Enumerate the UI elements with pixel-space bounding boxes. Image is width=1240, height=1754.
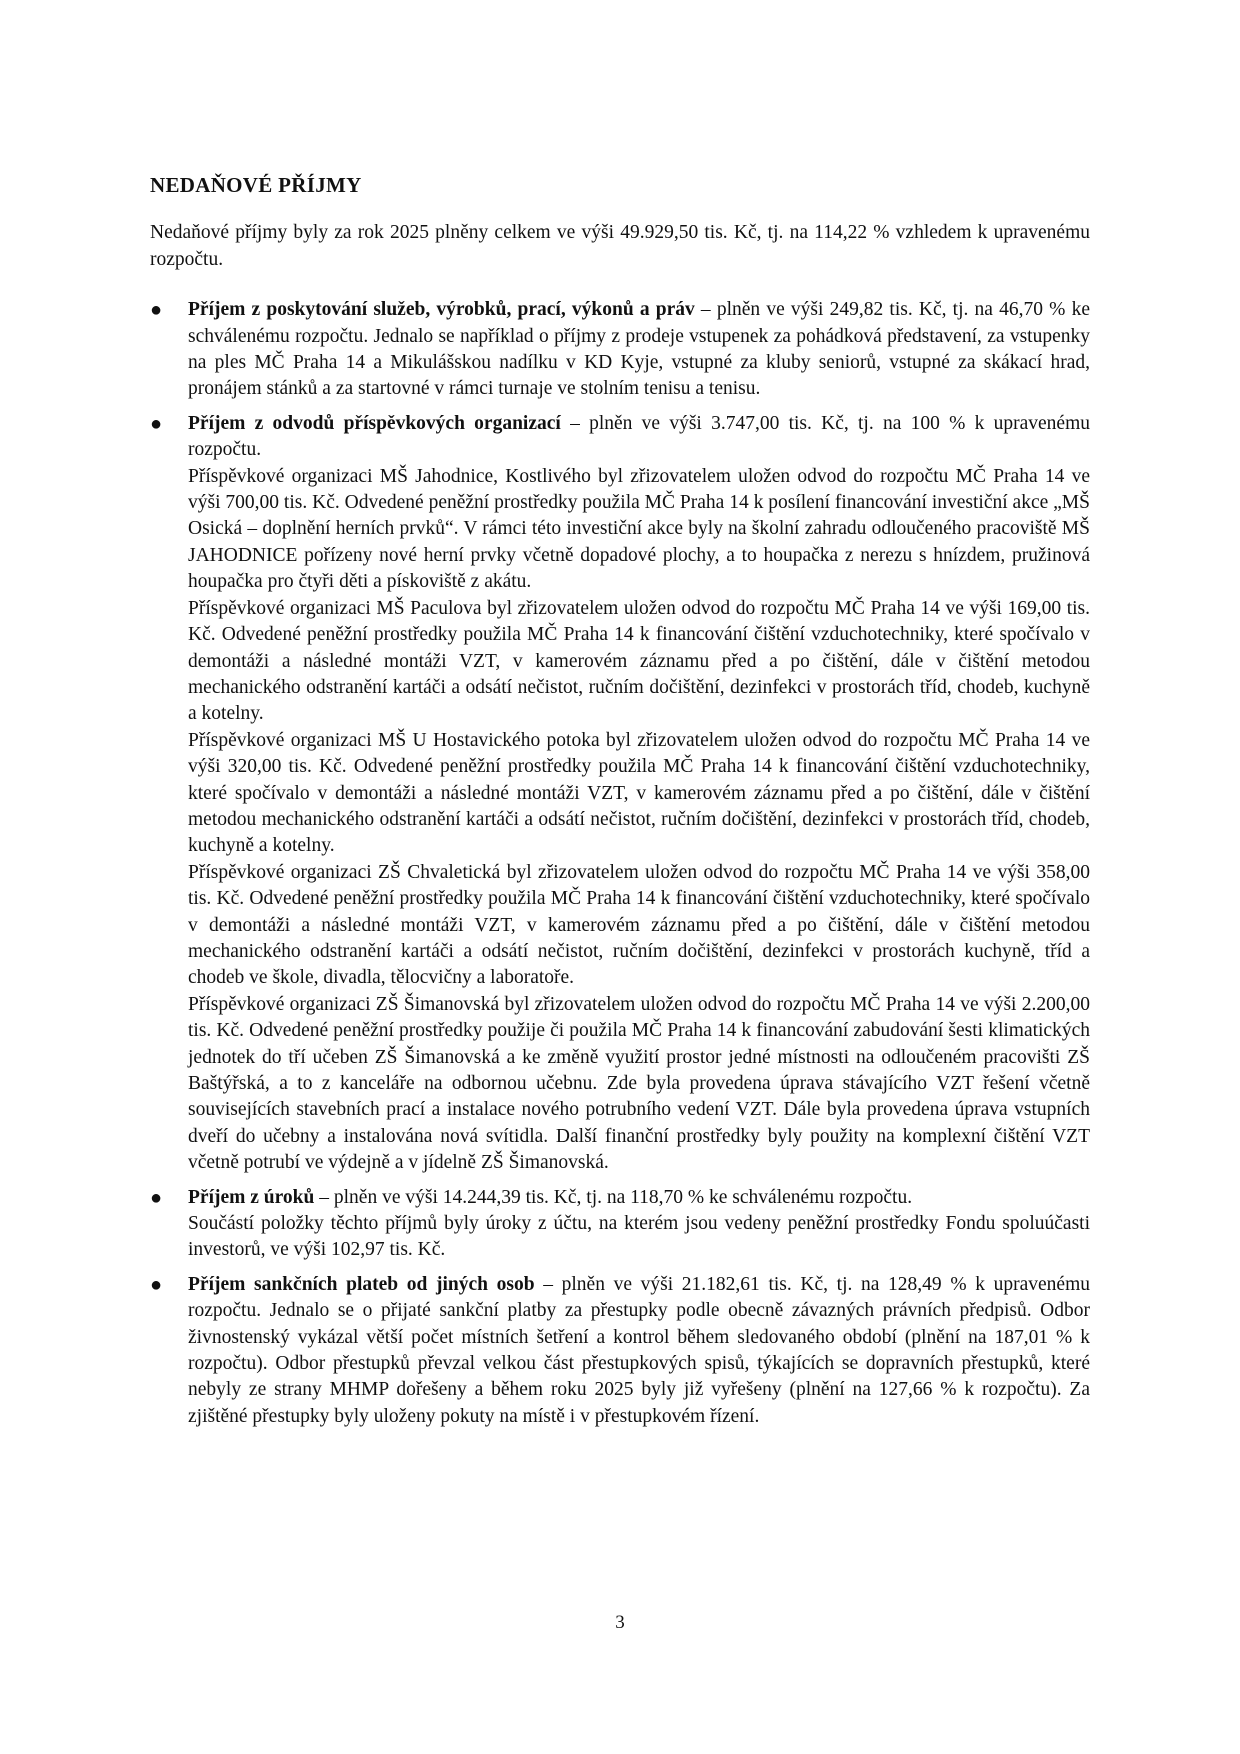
item-paragraph: Příspěvkové organizaci ZŠ Šimanovská byl zřizovatelem uložen odvod do rozpočtu MČ Praha 14 ve výši 2.200,00 tis. Kč. Odvedené peněžní prostředky použije či použila MČ Praha 14 k financování zabudování šesti klimatických jednotek do tří učeben ZŠ Šimanovská a ke změně využití prostor jedné místnosti na odloučeném pracovišti ZŠ Baštýřská, a to z kanceláře na odbornou učebnu. Zde byla provedena úprava stávajícího VZT řešení včetně souvisejících stavebních prací a instalace nového potrubního vedení VZT. Dále byla provedena úprava vstupních dveří do učebny a instalována nová svítidla. Další finanční prostředky byly použity na komplexní čištění VZT včetně potrubí ve výdejně a v jídelně ZŠ Šimanovská. bbox=[188, 993, 1090, 1174]
item-lead-paragraph bbox=[188, 411, 1090, 464]
item-paragraph: Součástí položky těchto příjmů byly úroky z účtu, na kterém jsou vedeny peněžní prostředky Fondu spoluúčasti investorů, ve výši 102,97 tis. Kč. bbox=[188, 1213, 1090, 1261]
bullet-icon: ● bbox=[150, 412, 163, 435]
item-title: Příjem sankčních plateb od jiných osob bbox=[188, 1273, 535, 1295]
item-paragraph: Příspěvkové organizaci ZŠ Chvaletická byl zřizovatelem uložen odvod do rozpočtu MČ Praha 14 ve výši 358,00 tis. Kč. Odvedené peněžní prostředky použila MČ Praha 14 k financování čištění vzduchotechniky, které spočívalo v demontáži a následné montáži VZT, v kamerovém záznamu před a po čištění, dále v čištění metodou mechanického odstranění kartáči a odsátí nečistot, ručním dočištění, dezinfekci v prostorách kuchyně, tříd a chodeb ve škole, divadla, tělocvičny a laboratoře. bbox=[188, 861, 1090, 989]
item-lead-text: – plněn ve výši 14.244,39 tis. Kč, tj. na 118,70 % ke schválenému rozpočtu. bbox=[314, 1186, 913, 1208]
item-lead-text: – plněn ve výši 21.182,61 tis. Kč, tj. na 128,49 % k upravenému rozpočtu. Jednalo se o přijaté sankční platby za přestupky podle obecně závazných právních předpisů. Odbor živnostenský vykázal větší počet místních šetření a kontrol během sledovaného období (plnění na 187,01 % k rozpočtu). Odbor přestupků převzal velkou část přestupkových spisů, týkajících se dopravních přestupků, které nebyly ze strany MHMP dořešeny a během roku 2025 byly již vyřešeny (plnění na 127,66 % k rozpočtu). Za zjištěné přestupky byly uloženy pokuty na místě i v přestupkovém řízení. bbox=[188, 1273, 1090, 1427]
item-lead-paragraph bbox=[188, 297, 1090, 403]
item-paragraph: Příspěvkové organizaci MŠ U Hostavického potoka byl zřizovatelem uložen odvod do rozpočtu MČ Praha 14 ve výši 320,00 tis. Kč. Odvedené peněžní prostředky použila MČ Praha 14 k financování čištění vzduchotechniky, které spočívalo v demontáži a následné montáži VZT, v kamerovém záznamu před a po čištění, dále v čištění metodou mechanického odstranění kartáči a odsátí nečistot, ručním dočištění, dezinfekci v prostorách tříd, chodeb, kuchyně a kotelny. bbox=[188, 729, 1090, 857]
item-paragraph: Příspěvkové organizaci MŠ Paculova byl zřizovatelem uložen odvod do rozpočtu MČ Praha 14 ve výši 169,00 tis. Kč. Odvedené peněžní prostředky použila MČ Praha 14 k financování čištění vzduchotechniky, které spočívalo v demontáži a následné montáži VZT, v kamerovém záznamu před a po čištění, dále v čištění metodou mechanického odstranění kartáči a odsátí nečistot, ručním dočištění, dezinfekci v prostorách tříd, chodeb, kuchyně a kotelny. bbox=[188, 597, 1090, 725]
page-number: 3 bbox=[615, 1612, 625, 1633]
intro-paragraph: Nedaňové příjmy byly za rok 2025 plněny celkem ve výši 49.929,50 tis. Kč, tj. na 114,22 % vzhledem k upravenému rozpočtu. bbox=[150, 222, 1090, 270]
section-heading: NEDAŇOVÉ PŘÍJMY bbox=[150, 173, 362, 197]
list-item-interest bbox=[150, 1185, 1090, 1264]
item-title: Příjem z odvodů příspěvkových organizací bbox=[188, 412, 561, 434]
item-paragraph: Příspěvkové organizaci MŠ Jahodnice, Kostlivého byl zřizovatelem uložen odvod do rozpočtu MČ Praha 14 ve výši 700,00 tis. Kč. Odvedené peněžní prostředky použila MČ Praha 14 k posílení financování investiční akce „MŠ Osická – doplnění herních prvků“. V rámci této investiční akce byly na školní zahradu odloučeného pracoviště MŠ JAHODNICE pořízeny nové herní prvky včetně dopadové plochy, a to houpačka z nerezu s hnízdem, pružinová houpačka pro čtyři děti a pískoviště z akátu. bbox=[188, 465, 1090, 593]
item-lead-paragraph bbox=[188, 1272, 1090, 1430]
item-lead-text: – plněn ve výši 3.747,00 tis. Kč, tj. na 100 % k upravenému rozpočtu. bbox=[188, 412, 1090, 461]
list-item-contributions bbox=[150, 411, 1090, 1177]
item-lead-text: – plněn ve výši 249,82 tis. Kč, tj. na 46,70 % ke schválenému rozpočtu. Jednalo se například o příjmy z prodeje vstupenek za pohádková představení, za vstupenky na ples MČ Praha 14 a Mikulášskou nadílku v KD Kyje, vstupné za kluby seniorů, vstupné za skákací hrad, pronájem stánků a za startovné v rámci turnaje ve stolním tenisu a tenisu. bbox=[188, 299, 1090, 400]
item-lead-paragraph bbox=[188, 1185, 1090, 1211]
income-items-list bbox=[150, 297, 1090, 1430]
list-item-sanctions bbox=[150, 1272, 1090, 1430]
document-page bbox=[150, 172, 1090, 1438]
bullet-icon: ● bbox=[150, 1273, 163, 1296]
item-title: Příjem z poskytování služeb, výrobků, prací, výkonů a práv bbox=[188, 299, 695, 321]
item-title: Příjem z úroků bbox=[188, 1186, 315, 1208]
bullet-icon: ● bbox=[150, 299, 163, 322]
bullet-icon: ● bbox=[150, 1186, 163, 1209]
list-item-services bbox=[150, 297, 1090, 403]
